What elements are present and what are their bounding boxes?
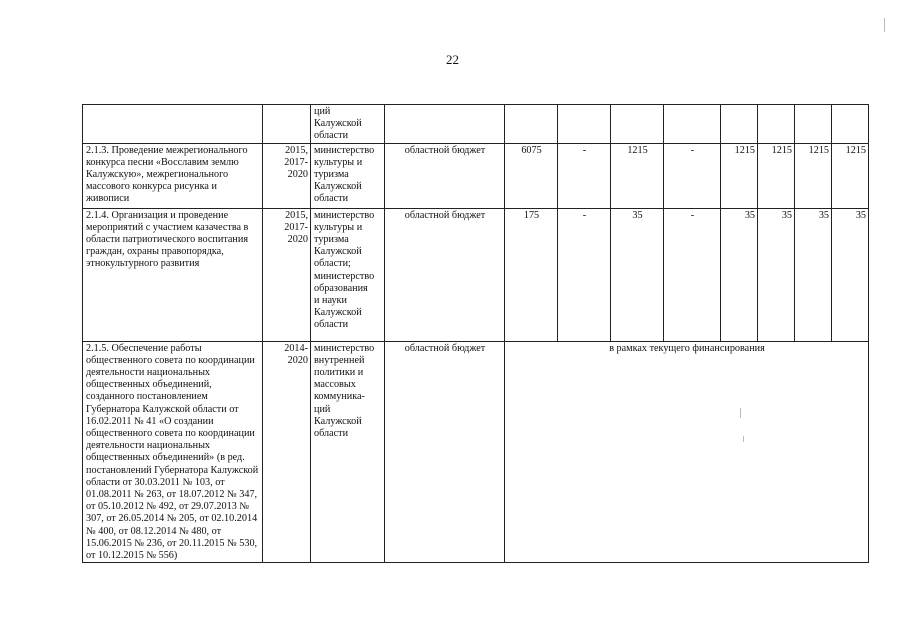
cell-years	[263, 341, 311, 563]
cell-source	[385, 105, 505, 144]
cell-2017	[721, 105, 758, 144]
cell-2014: -	[558, 143, 611, 208]
executor-text: министерство культуры и туризма Калужской области; министерство образования и науки Калужской области	[314, 209, 375, 331]
cell-years	[263, 105, 311, 144]
cell-name: 2.1.3. Проведение межрегионального конкурса песни «Восславим землю Калужскую», межрегионального массового конкурса рисунка и живописи	[83, 143, 263, 208]
cell-2019	[795, 105, 832, 144]
cell-source: областной бюджет	[385, 208, 505, 341]
cell-2020: 35	[832, 208, 869, 341]
cell-executor	[311, 143, 385, 208]
scan-mark	[884, 18, 885, 32]
cell-2016	[664, 105, 721, 144]
years-text: 2014- 2020	[284, 342, 308, 366]
scan-mark	[740, 408, 741, 418]
cell-2015	[611, 105, 664, 144]
cell-2020: 1215	[832, 143, 869, 208]
table-row-2-1-3	[83, 143, 869, 208]
cell-2018: 35	[758, 208, 795, 341]
cell-name: 2.1.5. Обеспечение работы общественного совета по координации деятельности национальных общественных объединений, созданного постановлением Губернатора Калужской области от 16.02.2011 № 41 «О создании общественного совета по координации деятельности национальных общественных объединений» (в ред. постановлений Губернатора Калужской области от 30.03.2011 № 103, от 01.08.2011 № 263, от 18.07.2012 № 347, от 05.10.2012 № 492, от 29.07.2013 № 307, от 26.05.2014 № 205, от 02.10.2014 № 400, от 08.12.2014 № 480, от 15.06.2015 № 236, от 20.11.2015 № 530, от 10.12.2015 № 556)	[83, 341, 263, 563]
cell-name: 2.1.4. Организация и проведение мероприятий с участием казачества в области патриотического воспитания граждан, охраны правопорядка, этнокультурного развития	[83, 208, 263, 341]
cell-financing-note: в рамках текущего финансирования	[505, 341, 869, 563]
cell-source: областной бюджет	[385, 341, 505, 563]
executor-text: министерство внутренней политики и массовых коммуника- ций Калужской области	[314, 342, 375, 440]
cell-years	[263, 208, 311, 341]
cell-2018: 1215	[758, 143, 795, 208]
cell-executor	[311, 341, 385, 563]
cell-2018	[758, 105, 795, 144]
cell-total	[505, 105, 558, 144]
years-text: 2015, 2017- 2020	[284, 144, 308, 181]
table-row-2-1-4	[83, 208, 869, 341]
budget-table	[82, 104, 869, 563]
cell-2019: 35	[795, 208, 832, 341]
cell-2016: -	[664, 208, 721, 341]
cell-executor	[311, 208, 385, 341]
table-row-continuation	[83, 105, 869, 144]
cell-2020	[832, 105, 869, 144]
cell-2016: -	[664, 143, 721, 208]
table-row-2-1-5	[83, 341, 869, 563]
executor-text: министерство культуры и туризма Калужской области	[314, 144, 375, 205]
cell-2014: -	[558, 208, 611, 341]
cell-2019: 1215	[795, 143, 832, 208]
cell-2017: 1215	[721, 143, 758, 208]
cell-total: 175	[505, 208, 558, 341]
executor-text: ций Калужской области	[314, 106, 362, 142]
scan-mark	[743, 436, 744, 442]
cell-total: 6075	[505, 143, 558, 208]
cell-source: областной бюджет	[385, 143, 505, 208]
cell-years	[263, 143, 311, 208]
years-text: 2015, 2017- 2020	[284, 209, 308, 246]
cell-2015: 1215	[611, 143, 664, 208]
cell-2014	[558, 105, 611, 144]
page-number: 22	[446, 52, 459, 67]
cell-name	[83, 105, 263, 144]
cell-executor	[311, 105, 385, 144]
cell-2015: 35	[611, 208, 664, 341]
cell-2017: 35	[721, 208, 758, 341]
